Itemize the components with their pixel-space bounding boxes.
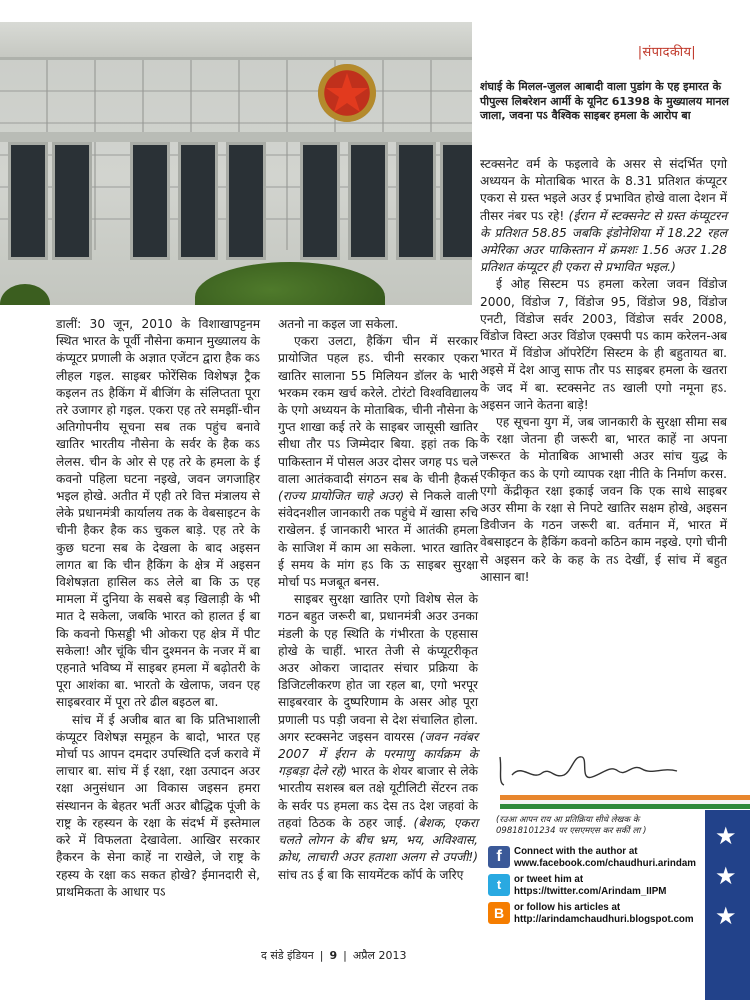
- italic-text: (बेशक, एकरा चलते लोगन के बीच भ्रम, भय, अविश्वास, क्रोध, लाचारी अउर हताशा अलग से उपजी!): [278, 815, 479, 865]
- window: [130, 142, 170, 260]
- italic-text: (राज्य प्रायोजित चाहे अउर): [278, 489, 405, 504]
- window: [8, 142, 48, 260]
- window: [396, 142, 436, 260]
- text: से निकले वाली संवेदनशील जानकारी तक पहुंचे में खासा रुचि राखेलन. ई जानकारी भारत में आतंकी हमला के साजिश में काम आ सकेला. भारत खातिर ई समय के मांग हऽ कि ऊ साइबर सुरक्षा मोर्चा पऽ मजबूत बनस.: [278, 489, 479, 590]
- paragraph: सांच में ई अजीब बात बा कि प्रतिभाशाली कंप्यूटर विशेषज्ञ समूहन के बादो, भारत एह मोर्चा पऽ आपन दमदार उपस्थिति दर्ज करावे में लाचार बा. सांच में ई रक्षा, रक्षा उत्पादन अउर रक्षा अनुसंधान आ विकास जइसन हमरा संस्थानन के बेहतर भर्ती अउर बौद्धिक पूंजी के राष्ट्र के रहस्यन के रक्षा के संदर्भ में इस्तेमाल करे में विफलता देखावेला. आखिर सरकार हैकरन के सेना काहें ना राखेले, जे राष्ट्र के रहस्य के रक्षा कऽ सकत होखे? ईमानदारी से, प्राथमिकता के आधार पऽ: [56, 712, 260, 899]
- article-column-2: [278, 316, 478, 884]
- star-icon: ★: [715, 862, 737, 890]
- window: [348, 142, 388, 260]
- text: साइबर सुरक्षा खातिर एगो विशेष सेल के गठन बहुत जरूरी बा, प्रधानमंत्री अउर उनका मंडली के एह स्थिति के गंभीरता के एहसास होखे के चाहीं. भारत तेजी से कंप्यूटरीकृत अउर ओकरा जादातर संचार प्रक्रिया के डिजिटलीकरण होत जा रहल बा, एगो भरपूर साइबरवार के दुष्परिणाम के असर ओह पूरा प्रणाली पऽ पड़ी जवना से देश संचालित होला. अगर स्टक्सनेट जइसन वायरस: [278, 592, 478, 744]
- author-contact: [488, 846, 708, 930]
- publication-name: द संडे इंडियन: [261, 949, 314, 962]
- text: भारत के शेयर बाजार से लेके भारतीय सशस्त्र बल तक्षे यूटीलिटी सेंटरन तक के सर्वर पऽ हमला कऽ देस तऽ देश जहवां के तहवां ठिठक के ठहर जाई.: [278, 764, 479, 830]
- facebook-link[interactable]: Connect with the author at www.facebook.com/chaudhuri.arindam: [514, 846, 697, 869]
- footer-separator: |: [343, 949, 347, 962]
- paragraph: [278, 333, 478, 591]
- window: [440, 142, 472, 260]
- twitter-link-row[interactable]: [488, 874, 708, 898]
- text: स्टक्सनेट वर्म के फइलावे के असर से संदर्भित एगो अध्ययन के मोताबिक भारत के 8.31 प्रतिशत कंप्यूटर एकरा से ग्रस्त भइले अउर ई प्रभावित होखे वाला देशन में तीसर नंबर पऽ रहे!: [480, 157, 727, 223]
- star-panel: [705, 810, 750, 1000]
- facebook-icon: f: [488, 846, 510, 868]
- italic-text: (जवन नवंबर 2007 में ईरान के परमाणु कार्यक्रम के गड़बड़ा देले रहे): [278, 729, 479, 779]
- page-footer: [258, 948, 410, 963]
- paragraph: एह सूचना युग में, जब जानकारी के सुरक्षा सीमा सब के रक्षा जेतना ही जरूरी बा, भारत काहें ना अपना जरूरत के मोताबिक आभासी अउर सांच युद्ध के एकीकृत कऽ के एगो व्यापक रक्षा नीति के निर्माण करस. एगो केंद्रीकृत रक्षा इकाई जवन कि एक साथे साइबर अउर सीमा के रक्षा से निपटे खातिर सक्षम होखे, अइसन डिवीजन के गठन जरूरी बा. वर्तमान में, भारत में वेबसाइटन के हैकिंग कवनो कठिन काम नइखे. एगो चीनी से अइसन करे के कह के तऽ देखीं, ई सांच में बहुत आसान बा!: [480, 415, 727, 584]
- building-photo: [0, 22, 472, 305]
- building-ledge: [0, 132, 472, 142]
- text: सांच तऽ ई बा कि सायमेंटक कॉर्प के जरिए: [278, 867, 464, 882]
- window: [300, 142, 340, 260]
- blog-link-row[interactable]: [488, 902, 708, 926]
- tree: [195, 262, 385, 305]
- tree: [0, 284, 50, 305]
- article-column-3: [480, 156, 727, 586]
- star-icon: ★: [715, 822, 737, 850]
- twitter-icon: t: [488, 874, 510, 896]
- facebook-link-row[interactable]: [488, 846, 708, 870]
- photo-caption: शंघाई के मिलल-जुलल आबादी वाला पुडांग के एह इमारत के पीपुल्स लिबरेशन आर्मी के यूनिट 61398 के मुख्यालय मानल जाला, जवना पऽ वैश्विक साइबर हमला के आरोप बा: [480, 80, 729, 122]
- window: [178, 142, 218, 260]
- blog-link[interactable]: or follow his articles at http://arindamchaudhuri.blogspot.com: [514, 902, 694, 925]
- paragraph: ई ओह सिस्टम पऽ हमला करेला जवन विंडोज 2000, विंडोज 7, विंडोज 95, विंडोज 98, विंडोज एनटी, विंडोज सर्वर 2003, विंडोज सर्वर 2008, विंडोज विस्टा अउर विंडोज एक्सपी पऽ काम करेलन-अब भारत में विंडोज ऑपरेटिंग सिस्टम के ही बहुतायत बा. अइसे में देश आजु साफ तौर पऽ साइबर हमला के खतरा के जद में बा. स्टक्सनेट तऽ खाली एगो नमूना हऽ. अइसन जाने केतना बाड़े!: [480, 277, 727, 412]
- footer-separator: |: [319, 949, 324, 962]
- window: [226, 142, 266, 260]
- text: एकरा उलटा, हैकिंग चीन में सरकार प्रायोजित पहल हऽ. चीनी सरकार एकरा खातिर सालाना 55 मिलियन डॉलर के भारी भरकम रकम खर्च करेले. टोरंटो विश्वविद्यालय के एगो अध्ययन के मोताबिक, चीनी नौसेना के गुप्त शाखा कई तरे के साइबर जासूसी खातिर सीधा तौर पऽ जिम्मेदार बिया. इहां तक कि पाकिस्तान में पोसल अउर दोसर जगह पऽ चले वाला आतंकवादी संगठन सब के चीनी हैकर्स: [278, 334, 479, 486]
- section-tag: |संपादकीय|: [637, 45, 696, 60]
- tricolour-strip: [500, 795, 750, 809]
- page-number: 9: [329, 949, 338, 962]
- paragraph: [278, 591, 478, 883]
- author-note: (रउआ आपन राय आ प्रतिक्रिया सीधे लेखक के 09818101234 पर एसएमएस कर सकीं ला ): [496, 815, 647, 836]
- paragraph: [480, 156, 727, 276]
- paragraph: डालीं: 30 जून, 2010 के विशाखापट्टनम स्थित भारत के पूर्वी नौसेना कमान मुख्यालय के कंप्यूटर प्रणाली के अज्ञात एजेंटन द्वारा हैक कऽ लीहल गइल. साइबर फोरेंसिक विशेषज्ञ ट्रैक कइलन तऽ हैकिंग में बीजिंग के संलिप्तता पूरा तरे उजागर हो गइल. एकरा एह तरे समझीं-चीन अतिगोपनीय सूचना सब तक पहुंच बनावे खातिर भारतीय नौसेना के सर्वर के हैक कऽ लेलस. चीन के ओर से एह तरे के हमला के ई कवनो पहिला घटना नइखे, जवन जगजाहिर भइल होखे. अतीत में एही तरे वित्त मंत्रालय से लेके प्रधानमंत्री कार्यालय तक के वेबसाइटन के चीनी हैकर हैक कऽ चुकल बाड़े. एह तरे के कुछ घटना सब के देखला के बाद अइसन लागत बा कि चीन हैकिंग के क्षेत्र में अइसन विशेषज्ञता हासिल कऽ लेले बा कि ऊ एह मामला में दुनिया के सबसे बड़ खिलाड़ी के भी मात दे सकेला, जबकि भारत को हालत ई बा कि कवनो फिसड्डी भी ओकरा एह क्षेत्र में पीट सकेला! और चूंकि चीन दुश्मनन के नजर में बा एहनाते भविष्य में साइबर हमला में बढ़ोतरी के पूरा आशंका बा. भारतो के खेलाफ, जवन एह साइबरवार में पूरा तरे ढील बइठल बा.: [56, 317, 260, 710]
- building-cornice: [0, 22, 472, 60]
- red-star-emblem: [318, 64, 376, 122]
- article-column-1: [56, 316, 260, 901]
- author-signature: [492, 745, 692, 795]
- paragraph: अतनो ना कइल जा सकेला.: [278, 317, 399, 331]
- star-icon: ★: [715, 902, 737, 930]
- blogger-icon: B: [488, 902, 510, 924]
- italic-text: (ईरान में स्टक्सनेट से ग्रस्त कंप्यूटरन के प्रतिशत 58.85 जबकि इंडोनेशिया में 18.22 रहल अमेरिका अउर पाकिस्तान में क्रमशः 1.56 अउर 1.28 प्रतिशत कंप्यूटर ही एकरा से प्रभावित भइल.): [480, 208, 727, 275]
- window: [52, 142, 92, 260]
- issue-date: अप्रैल 2013: [352, 949, 407, 962]
- twitter-link[interactable]: or tweet him at https://twitter.com/Arindam_IIPM: [514, 874, 667, 897]
